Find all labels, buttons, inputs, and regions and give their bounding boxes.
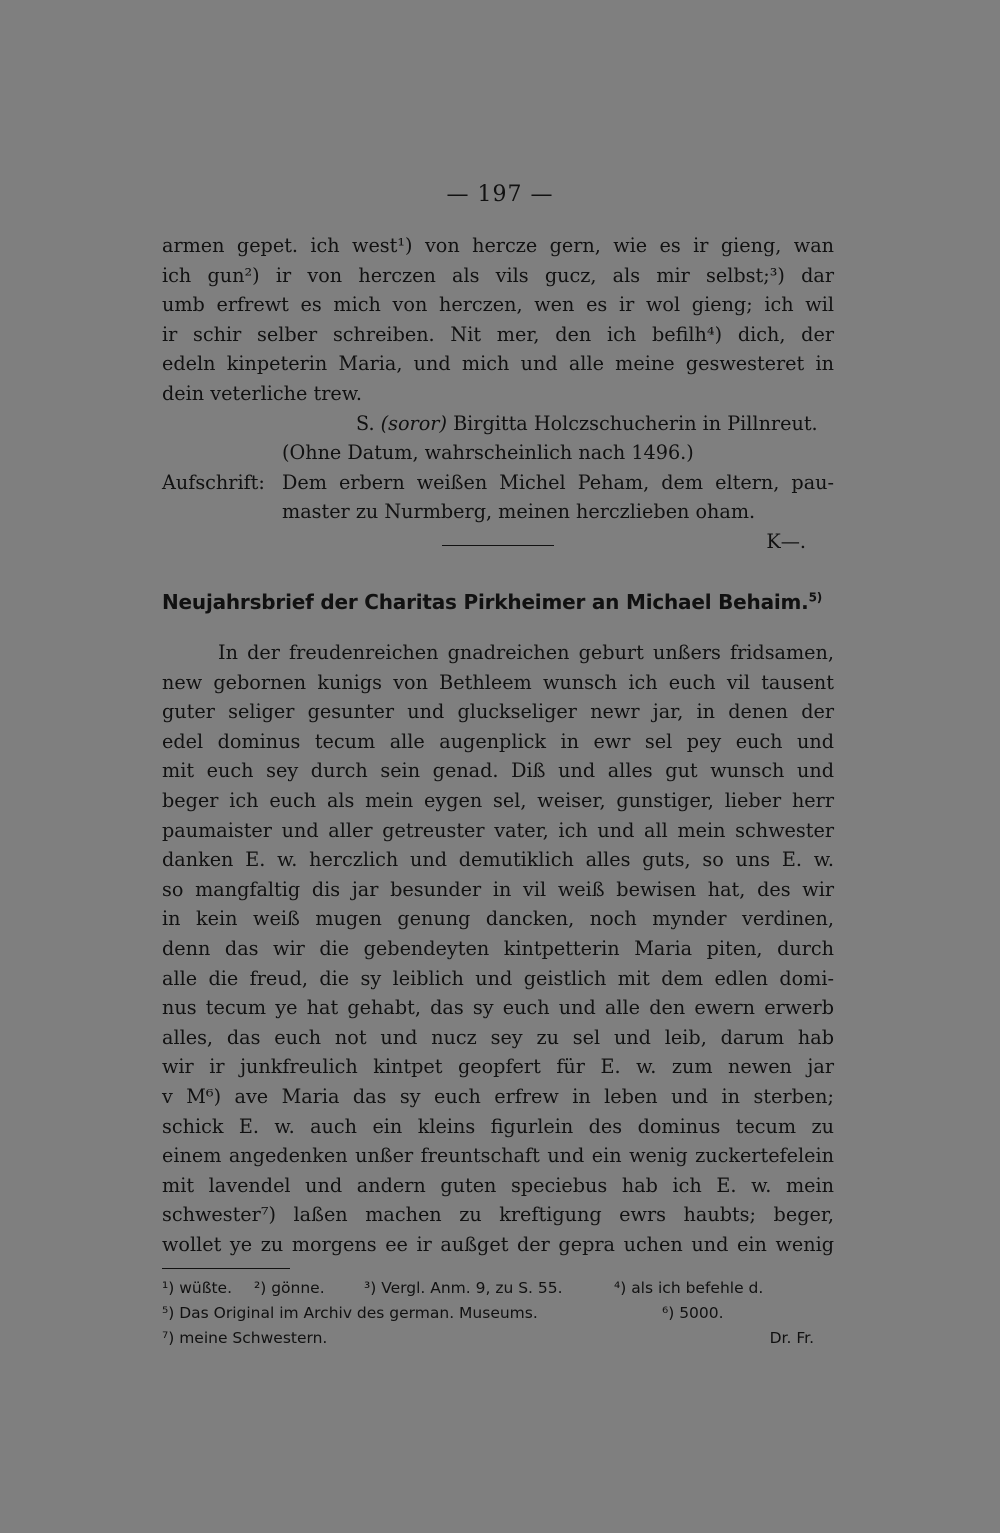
text-line: nus tecum ye hat gehabt, das sy euch und alle den ewern erwerb bbox=[162, 996, 834, 1020]
address-line: master zu Nurmberg, meinen herczlieben oham. bbox=[282, 500, 756, 524]
footnote: ⁶) 5000. bbox=[662, 1304, 724, 1322]
footnote-row bbox=[162, 1276, 834, 1301]
text-line: ir schir selber schreiben. Nit mer, den ich befilh⁴) dich, der bbox=[162, 322, 834, 346]
text-line: schwester⁷) laßen machen zu kreftigung ewrs haubts; beger, bbox=[162, 1203, 834, 1227]
page-number: — 197 — bbox=[446, 182, 554, 207]
text-line: in kein weiß mugen genung dancken, noch mynder verdinen, bbox=[162, 907, 834, 931]
text-line: mit lavendel und andern guten speciebus hab ich E. w. mein bbox=[162, 1173, 834, 1197]
signature-line bbox=[162, 409, 834, 439]
text-line: alle die freud, die sy leiblich und geistlich mit dem edlen domi- bbox=[162, 966, 834, 990]
text-line: guter seliger gesunter und gluckseliger newr jar, in denen der bbox=[162, 700, 834, 724]
text-line: so mangfaltig dis jar besunder in vil weiß bewisen hat, des wir bbox=[162, 877, 834, 901]
footnote: ¹) wüßte. bbox=[162, 1279, 232, 1297]
section-heading bbox=[162, 590, 842, 614]
text-line: mit euch sey durch sein genad. Diß und alles gut wunsch und bbox=[162, 759, 834, 783]
text-line: edeln kinpeterin Maria, und mich und alle meine geswesteret in bbox=[162, 352, 834, 376]
letter-one bbox=[162, 231, 834, 557]
footnote: ²) gönne. bbox=[254, 1279, 325, 1297]
footnote: ⁷) meine Schwestern. bbox=[162, 1329, 328, 1347]
text-line: beger ich euch als mein eygen sel, weiser, gunstiger, lieber herr bbox=[162, 788, 834, 812]
text-line: einem angedenken unßer freuntschaft und ein wenig zuckertefelein bbox=[162, 1144, 834, 1168]
text-line: new gebornen kunigs von Bethleem wunsch ich euch vil tausent bbox=[162, 670, 834, 694]
heading-footnote-mark: 5) bbox=[808, 590, 822, 605]
footnote: ³) Vergl. Anm. 9, zu S. 55. bbox=[364, 1279, 563, 1297]
footnote: ⁴) als ich befehle d. bbox=[614, 1279, 764, 1297]
initials: K—. bbox=[766, 529, 806, 553]
letter-two bbox=[162, 638, 834, 1259]
text-line: v M⁶) ave Maria das sy euch erfrew in leben und in sterben; bbox=[162, 1084, 834, 1108]
text-line: wir ir junkfreulich kintpet geopfert für E. w. zum newen jar bbox=[162, 1055, 834, 1079]
text-line: schick E. w. auch ein kleins figurlein des dominus tecum zu bbox=[162, 1114, 834, 1138]
address-line: Dem erbern weißen Michel Peham, dem eltern, pau- bbox=[282, 470, 834, 494]
text-line: alles, das euch not und nucz sey zu sel und leib, darum hab bbox=[162, 1025, 834, 1049]
section-divider bbox=[442, 545, 554, 546]
footnote-rule bbox=[162, 1268, 290, 1269]
text-line: denn das wir die gebendeyten kintpetterin Maria piten, durch bbox=[162, 936, 834, 960]
text-line: danken E. w. herczlich und demutiklich alles guts, so uns E. w. bbox=[162, 848, 834, 872]
footnote-row bbox=[162, 1326, 834, 1351]
signature-soror: (soror) bbox=[380, 411, 447, 435]
text-line: In der freudenreichen gnadreichen geburt unßers fridsamen, bbox=[218, 641, 834, 664]
date-note: (Ohne Datum, wahrscheinlich nach 1496.) bbox=[282, 441, 694, 465]
footnote: ⁵) Das Original im Archiv des german. Museums. bbox=[162, 1304, 538, 1322]
signature-prefix: S. bbox=[356, 411, 375, 435]
text-line: wollet ye zu morgens ee ir außget der gepra uchen und ein wenig bbox=[162, 1232, 834, 1256]
text-line: ich gun²) ir von herczen als vils gucz, als mir selbst;³) dar bbox=[162, 263, 834, 287]
address-block bbox=[162, 468, 834, 527]
signature-name: Birgitta Holczschucherin in Pillnreut. bbox=[453, 411, 818, 435]
footnote-author: Dr. Fr. bbox=[769, 1329, 814, 1347]
heading-text: Neujahrsbrief der Charitas Pirkheimer an Michael Behaim. bbox=[162, 590, 809, 614]
footnote-row bbox=[162, 1301, 834, 1326]
address-label: Aufschrift: bbox=[162, 470, 265, 494]
text-line: umb erfrewt es mich von herczen, wen es ir wol gieng; ich wil bbox=[162, 293, 834, 317]
text-line: paumaister und aller getreuster vater, ich und all mein schwester bbox=[162, 818, 834, 842]
text-line: edel dominus tecum alle augenplick in ewr sel pey euch und bbox=[162, 729, 834, 753]
footnotes bbox=[162, 1276, 834, 1351]
text-line: armen gepet. ich west¹) von hercze gern, wie es ir gieng, wan bbox=[162, 234, 834, 257]
text-line: dein veterliche trew. bbox=[162, 381, 362, 405]
